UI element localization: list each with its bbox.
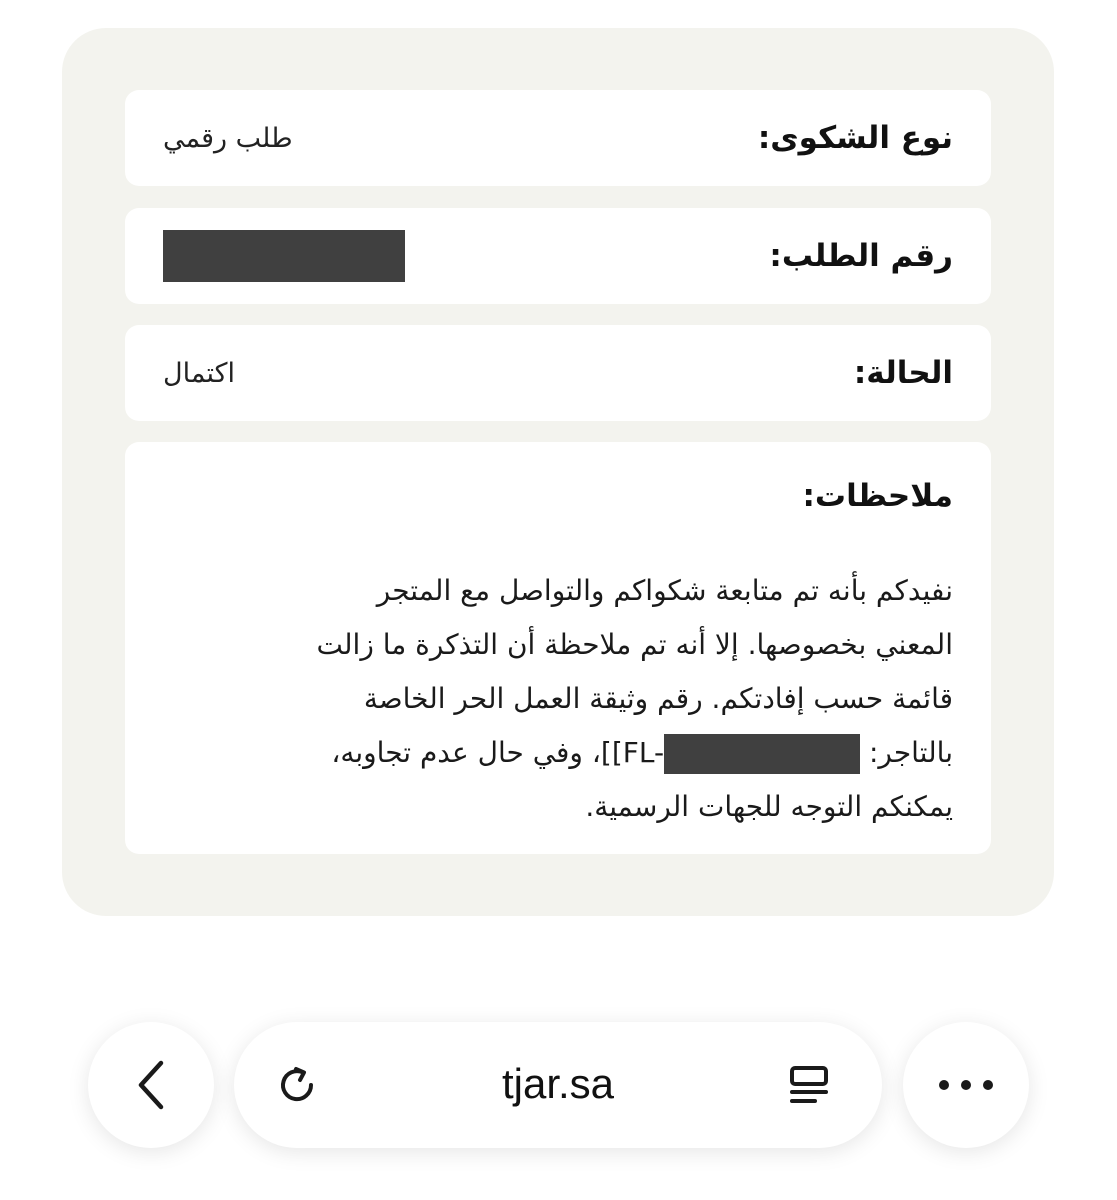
notes-body bbox=[163, 564, 953, 834]
complaint-details-panel bbox=[62, 28, 1054, 916]
notes-line: قائمة حسب إفادتكم. رقم وثيقة العمل الحر الخاصة bbox=[363, 682, 953, 715]
status-value: اكتمال bbox=[163, 357, 235, 389]
merchant-prefix: بالتاجر: bbox=[860, 736, 953, 769]
url-text[interactable]: tjar.sa bbox=[501, 1060, 615, 1107]
status-label: الحالة: bbox=[853, 355, 953, 391]
address-bar[interactable] bbox=[234, 1022, 882, 1148]
back-button[interactable] bbox=[88, 1022, 214, 1148]
more-dots-icon bbox=[936, 1078, 996, 1092]
complaint-type-label: نوع الشكوى: bbox=[757, 120, 953, 156]
response-clause: ]، وفي حال عدم تجاوبه، bbox=[331, 736, 612, 769]
order-number-redacted bbox=[163, 230, 405, 282]
status-row bbox=[125, 325, 991, 421]
document-number-prefix: [FL- bbox=[611, 736, 665, 769]
notes-line: المعني بخصوصها. إلا أنه تم ملاحظة أن التذكرة ما زالت bbox=[316, 628, 953, 661]
complaint-type-row bbox=[125, 90, 991, 186]
more-button[interactable] bbox=[903, 1022, 1029, 1148]
notes-line: نفيدكم بأنه تم متابعة شكواكم والتواصل مع المتجر bbox=[376, 574, 953, 607]
reader-mode-button[interactable] bbox=[782, 1058, 836, 1112]
chevron-left-icon bbox=[131, 1059, 171, 1111]
order-number-label: رقم الطلب: bbox=[769, 238, 953, 274]
browser-bottom-bar bbox=[0, 1020, 1117, 1150]
notes-line-with-document-number bbox=[163, 726, 953, 780]
order-number-row bbox=[125, 208, 991, 304]
notes-line: يمكنكم التوجه للجهات الرسمية. bbox=[585, 790, 953, 823]
notes-row bbox=[125, 442, 991, 854]
document-number-redacted bbox=[664, 734, 860, 774]
complaint-type-value: طلب رقمي bbox=[163, 122, 293, 154]
notes-label: ملاحظات: bbox=[802, 478, 953, 514]
reader-mode-icon bbox=[785, 1061, 833, 1109]
